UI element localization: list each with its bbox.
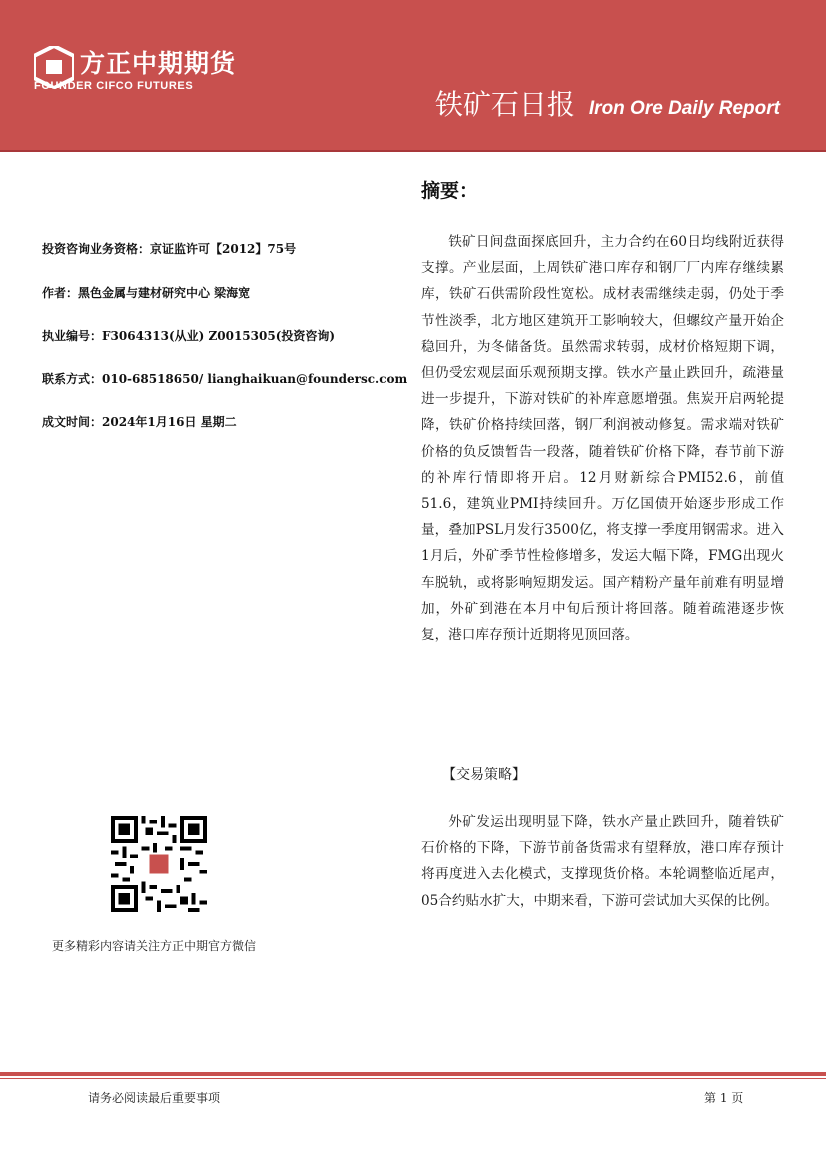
strategy-paragraph: 外矿发运出现明显下降，铁水产量止跌回升，随着铁矿石价格的下降，下游节前备货需求有望释放，港口库存预计将再度进入去化模式，支撑现货价格。本轮调整临近尾声，05合约贴水扩大，中期来看，下游可尝试加大买保的比例。 [421,814,784,909]
meta-license: 执业编号：F3064313(从业) Z0015305(投资咨询) [42,329,336,343]
report-title-en: Iron Ore Daily Report [588,98,780,119]
meta-contact: 联系方式：010-68518650/ lianghaikuan@foundersc.com [42,372,408,386]
meta-qualification: 投资咨询业务资格：京证监许可【2012】75号 [42,242,297,256]
summary-heading: 摘要： [421,180,479,202]
page-number: 第 1 页 [704,1091,744,1105]
meta-date: 成文时间：2024年1月16日 星期二 [42,415,237,429]
report-title-cn: 铁矿石日报 [434,88,575,121]
report-title [435,83,780,123]
footer-divider [0,1072,826,1076]
header-divider [0,150,826,152]
strategy-title: 【交易策略】 [442,767,526,783]
company-name-cn: 方正中期期货 [80,49,237,78]
meta-author: 作者：黑色金属与建材研究中心 梁海宽 [42,286,251,300]
footer-notice: 请务必阅读最后重要事项 [88,1091,221,1105]
footer-divider-thin [0,1078,826,1079]
company-name-en: FOUNDER CIFCO FUTURES [34,80,194,92]
qr-caption: 更多精彩内容请关注方正中期官方微信 [52,939,257,953]
summary-paragraph: 铁矿日间盘面探底回升，主力合约在60日均线附近获得支撑。产业层面，上周铁矿港口库存和钢厂厂内库存继续累库，铁矿石供需阶段性宽松。成材表需继续走弱，仍处于季节性淡季，北方地区建筑开工影响较大，但螺纹产量开始企稳回升，为冬储备货。虽然需求转弱，成材价格短期下调，但仍受宏观层面乐观预期支撑。铁水产量止跌回升，疏港量进一步提升，下游对铁矿的补库意愿增强。焦炭开启两轮提降，铁矿价格持续回落，钢厂利润被动修复。需求端对铁矿价格的负反馈暂告一段落，随着铁矿价格下降，春节前下游的补库行情即将开启。12月财新综合PMI52.6，前值51.6，建筑业PMI持续回升。万亿国债开始逐步形成工作量，叠加PSL月发行3500亿，将支撑一季度用钢需求。进入1月后，外矿季节性检修增多，发运大幅下降，FMG出现火车脱轨，或将影响短期发运。国产精粉产量年前难有明显增加，外矿到港在本月中旬后预计将回落。随着疏港逐步恢复，港口库存预计近期将见顶回落。 [421,234,784,644]
qr-code-icon [111,816,207,912]
